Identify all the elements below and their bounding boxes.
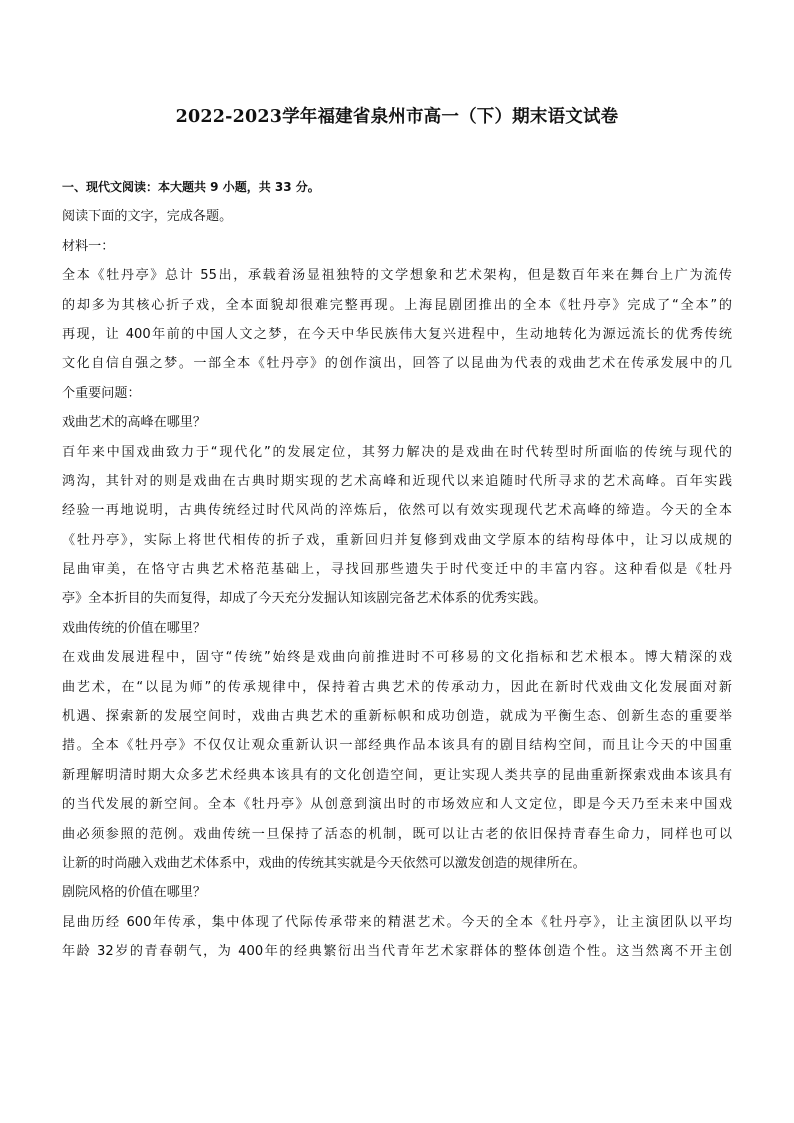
paragraph-line: 年龄 32岁的青春朝气，为 400年的经典繁衍出当代青年艺术家群体的整体创造个性。这当然离不开主创 [62,944,732,960]
section-heading: 一、现代文阅读：本大题共 9 小题，共 33 分。 [62,180,320,194]
subheading-line: 戏曲艺术的高峰在哪里？ [62,415,207,431]
paragraph-line: 个重要问题： [62,385,141,401]
material-label: 材料一： [62,238,115,254]
instruction-text: 阅读下面的文字，完成各题。 [62,209,233,225]
subheading-line: 戏曲传统的价值在哪里？ [62,620,207,636]
paragraph-line: 昆曲历经 600年传承，集中体现了代际传承带来的精湛艺术。今天的全本《牡丹亭》，让主演团队以平均 [62,914,732,930]
page-title: 2022-2023学年福建省泉州市高一（下）期末语文试卷 [175,107,619,127]
paragraph-line: 曲必须参照的范例。戏曲传统一旦保持了活态的机制，既可以让古老的依旧保持青春生命力，同样也可以 [62,826,732,842]
paragraph-line: 措。全本《牡丹亭》不仅仅让观众重新认识一部经典作品本该具有的剧目结构空间，而且让今天的中国重 [62,738,732,754]
paragraph-line: 新理解明清时期大众多艺术经典本该具有的文化创造空间，更让实现人类共享的昆曲重新探索戏曲本该具有 [62,767,732,783]
document-body [62,173,732,967]
paragraph-line: 曲艺术，在“以昆为师”的传承规律中，保持着古典艺术的传承动力，因此在新时代戏曲文化发展面对新 [62,679,732,695]
paragraph-line: 鸿沟，其针对的则是戏曲在古典时期实现的艺术高峰和近现代以来追随时代所寻求的艺术高峰。百年实践 [62,473,732,489]
paragraph-line: 机遇、探索新的发展空间时，戏曲古典艺术的重新标帜和成功创造，就成为平衡生态、创新生态的重要举 [62,709,732,725]
paragraph-line: 文化自信自强之梦。一部全本《牡丹亭》的创作演出，回答了以昆曲为代表的戏曲艺术在传承发展中的几 [62,356,732,372]
paragraph-line: 让新的时尚融入戏曲艺术体系中，戏曲的传统其实就是今天依然可以激发创造的规律所在。 [62,855,586,871]
paragraph-line: 昆曲审美，在恪守古典艺术格范基础上，寻找回那些遗失于时代变迁中的丰富内容。这种看似是《牡丹 [62,562,732,578]
paragraph-line: 经验一再地说明，古典传统经过时代风尚的淬炼后，依然可以有效实现现代艺术高峰的缔造。今天的全本 [62,503,732,519]
paragraph-line: 百年来中国戏曲致力于“现代化”的发展定位，其努力解决的是戏曲在时代转型时所面临的传统与现代的 [62,444,732,460]
paragraph-line: 亭》全本折目的失而复得，却成了今天充分发掘认知该剧完备艺术体系的优秀实践。 [62,591,547,607]
paragraph-line: 再现，让 400年前的中国人文之梦，在今天中华民族伟大复兴进程中，生动地转化为源远流长的优秀传统 [62,326,732,342]
subheading-line: 剧院风格的价值在哪里？ [62,885,207,901]
paragraph-line: 全本《牡丹亭》总计 55出，承载着汤显祖独特的文学想象和艺术架构，但是数百年来在舞台上广为流传 [62,268,732,284]
paragraph-line: 《牡丹亭》，实际上将世代相传的折子戏，重新回归并复修到戏曲文学原本的结构母体中，让习以成规的 [62,532,732,548]
paragraph-line: 在戏曲发展进程中，固守“传统”始终是戏曲向前推进时不可移易的文化指标和艺术根本。博大精深的戏 [62,650,732,666]
paragraph-line: 的却多为其核心折子戏，全本面貌却很难完整再现。上海昆剧团推出的全本《牡丹亭》完成了“全本”的 [62,297,732,313]
paragraph-line: 的当代发展的新空间。全本《牡丹亭》从创意到演出时的市场效应和人文定位，即是今天乃至未来中国戏 [62,797,732,813]
